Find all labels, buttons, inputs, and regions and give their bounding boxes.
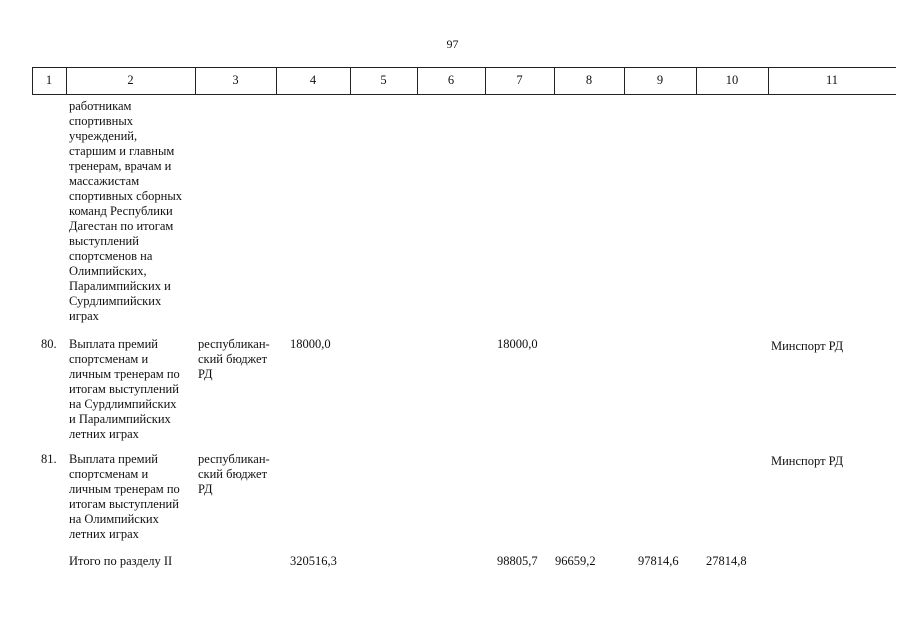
row-col7-value: 18000,0 (497, 337, 538, 351)
column-header: 10 (725, 73, 739, 87)
column-header: 1 (45, 73, 53, 87)
column-header: 8 (585, 73, 593, 87)
column-header: 7 (516, 73, 523, 87)
row-number: 81. (41, 452, 57, 466)
column-header: 3 (232, 73, 239, 87)
column-header: 11 (825, 73, 839, 87)
column-header: 9 (656, 73, 664, 87)
column-header: 2 (127, 73, 134, 87)
total-col9: 97814,6 (638, 554, 679, 568)
row-description: Выплата премий спортсменам и личным тренерам по итогам выступлений на Олимпийских летних играх (69, 452, 180, 541)
row-executor: Минспорт РД (771, 454, 844, 468)
total-col7: 98805,7 (497, 554, 538, 568)
total-col10: 27814,8 (706, 554, 747, 568)
row-description: Выплата премий спортсменам и личным тренерам по итогам выступлений на Сурдлимпийских и Паралимпийских летних играх (69, 337, 180, 441)
total-col8: 96659,2 (555, 554, 596, 568)
continuation-description: работникам спортивных учреждений, старшим и главным тренерам, врачам и массажистам спортивных сборных команд Республики Дагестан по итогам выступлений спортсменов на Олимпийских, Паралимпийских и Сурдлимпийских играх (69, 99, 182, 323)
column-header: 6 (447, 73, 455, 87)
row-number: 80. (41, 337, 57, 351)
row-total: 18000,0 (290, 337, 331, 351)
total-label: Итого по разделу II (69, 554, 173, 568)
row-funding-source: республикан- ский бюджет РД (198, 337, 270, 381)
row-executor: Минспорт РД (771, 339, 844, 353)
column-header: 5 (380, 73, 387, 87)
page-number: 97 (446, 37, 459, 51)
column-header: 4 (309, 73, 317, 87)
row-funding-source: республикан- ский бюджет РД (198, 452, 270, 496)
total-sum: 320516,3 (290, 554, 337, 568)
